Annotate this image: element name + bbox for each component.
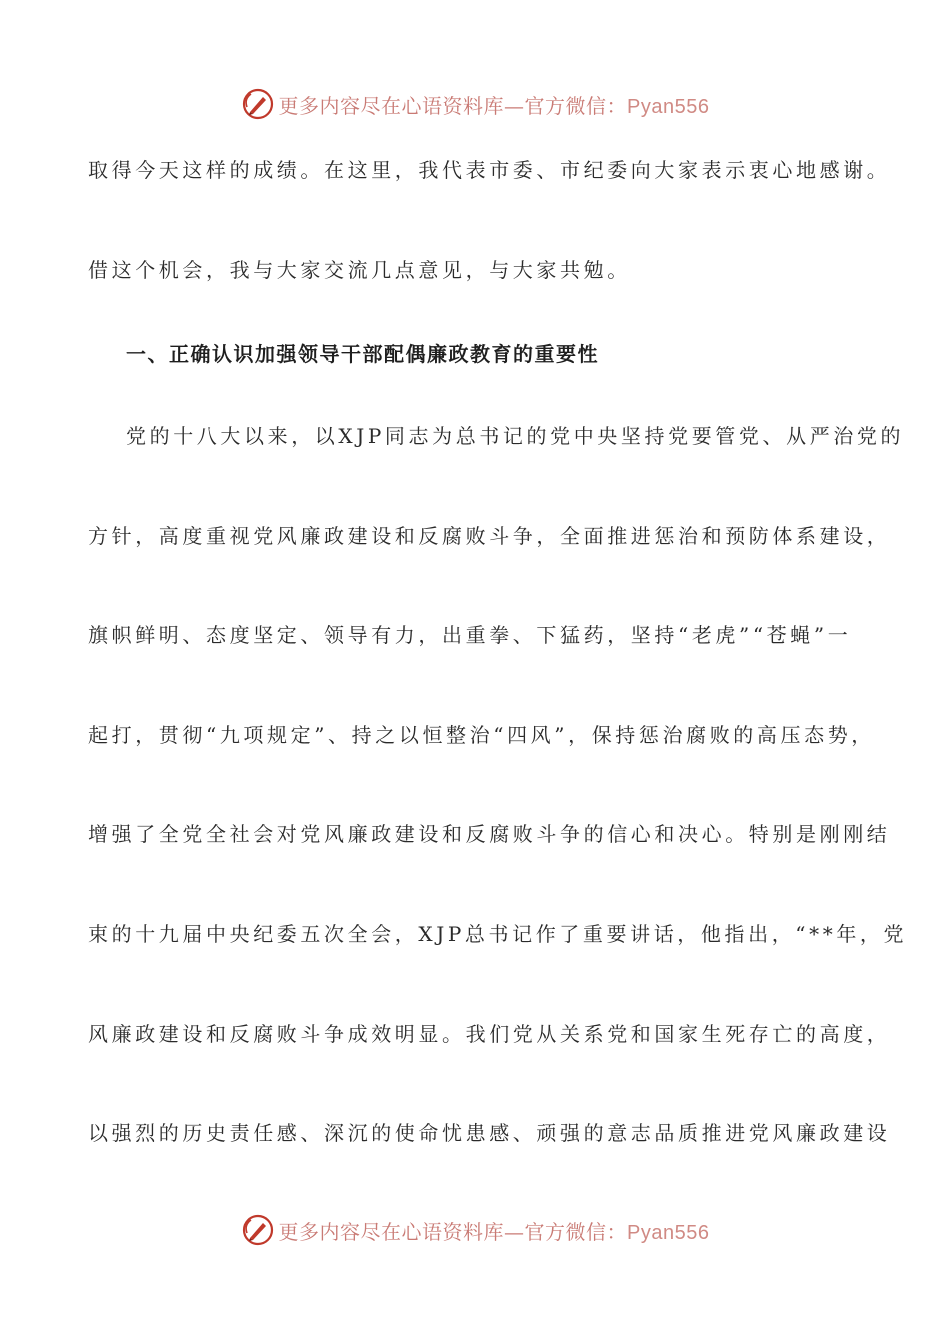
banner-wechat-label: 官方微信： [524,93,628,118]
header-banner [0,84,950,124]
banner-wechat-id: Pyan556 [627,1221,710,1244]
paragraph-line: 借这个机会，我与大家交流几点意见，与大家共勉。 [88,258,631,282]
body-line: 方针，高度重视党风廉政建设和反腐败斗争，全面推进惩治和预防体系建设， [88,524,891,548]
body-line: 束的十九届中央纪委五次全会，XJP总书记作了重要讲话，他指出，“**年，党 [88,922,908,946]
footer-banner [0,1210,950,1250]
section-heading: 一、正确认识加强领导干部配偶廉政教育的重要性 [126,342,599,366]
pen-logo-icon [241,1213,275,1247]
banner-wechat-id: Pyan556 [627,95,710,118]
banner-text [279,90,710,119]
banner-main-text: 更多内容尽在心语资料库 [278,93,505,118]
banner-wechat-label: 官方微信： [524,1219,628,1244]
banner-text [279,1216,710,1245]
banner-dash: — [504,1219,525,1244]
body-line: 起打，贯彻“九项规定”、持之以恒整治“四风”，保持惩治腐败的高压态势， [88,723,875,747]
banner-main-text: 更多内容尽在心语资料库 [278,1219,505,1244]
body-line: 旗帜鲜明、态度坚定、领导有力，出重拳、下猛药，坚持“老虎”“苍蝇”一 [88,623,852,647]
banner-dash: — [504,93,525,118]
body-line: 风廉政建设和反腐败斗争成效明显。我们党从关系党和国家生死存亡的高度， [88,1022,891,1046]
paragraph-line: 取得今天这样的成绩。在这里，我代表市委、市纪委向大家表示衷心地感谢。 [88,158,891,182]
body-line: 增强了全党全社会对党风廉政建设和反腐败斗争的信心和决心。特别是刚刚结 [88,822,891,846]
body-line: 以强烈的历史责任感、深沉的使命忧患感、顽强的意志品质推进党风廉政建设 [88,1121,891,1145]
body-line: 党的十八大以来，以XJP同志为总书记的党中央坚持党要管党、从严治党的 [126,424,905,448]
pen-logo-icon [241,87,275,121]
